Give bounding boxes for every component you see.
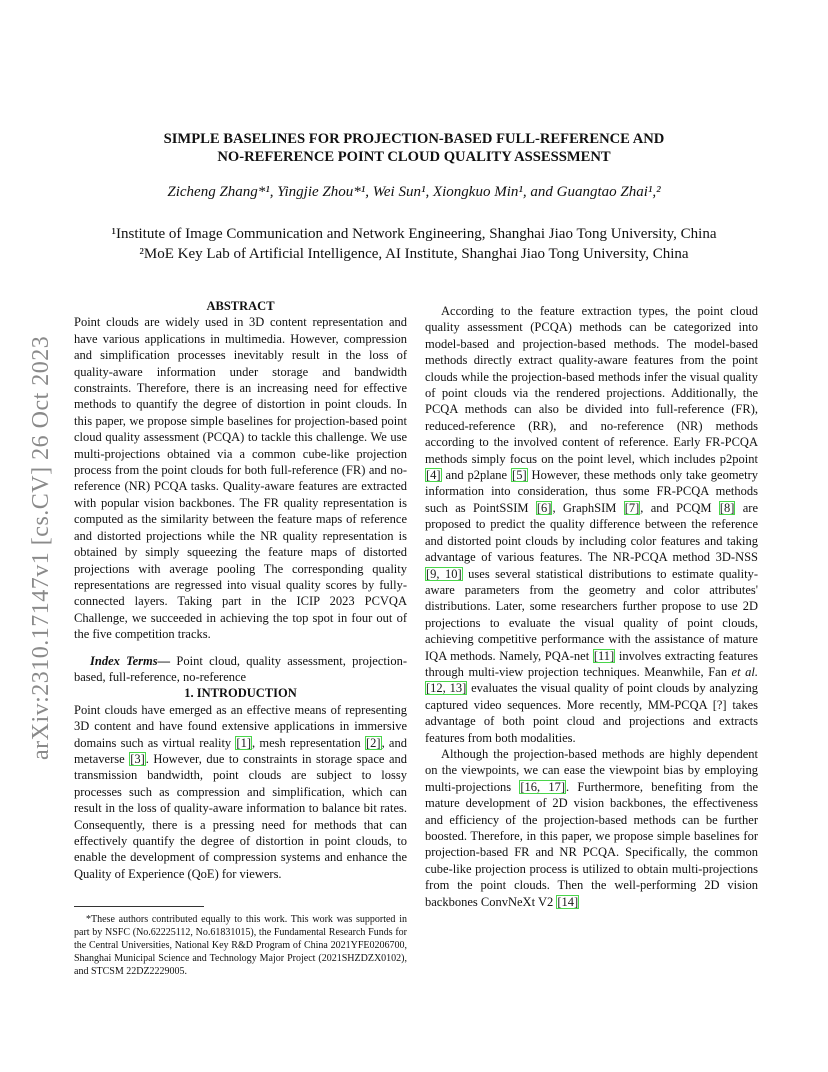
citation-link[interactable]: [3] — [130, 751, 145, 766]
arxiv-stamp — [24, 290, 54, 760]
citation-link[interactable]: [9, 10] — [426, 566, 462, 581]
citation-link[interactable]: [14] — [557, 894, 579, 909]
affiliation-1: ¹Institute of Image Communication and Network Engineering, Shanghai Jiao Tong University, China — [111, 226, 717, 242]
footnote-text: *These authors contributed equally to this work. This work was supported in part by NSFC (No.62225112, No.61831015), the Fundamental Research Funds for the Central Universities, National Key R&D Program of China 2021YFE0206700, Shanghai Municipal Science and Technology Major Project (2021SHZDZX0102), and STCSM 22DZ2229005. — [74, 914, 407, 977]
citation-link[interactable]: [5] — [512, 468, 527, 483]
abstract-text: Point clouds are widely used in 3D content representation and have various applications in multimedia. However, compression and simplification processes inevitably result in the loss of quality-aware information under storage and bandwidth constraints. Therefore, there is an increasing need for effective methods to quantify the degree of distortion in point clouds. In this paper, we propose simple baselines for projection-based point cloud quality assessment (PCQA) to tackle this challenge. We use multi-projections obtained via a common cube-like projection process from the point clouds for both full-reference (FR) and no-reference (NR) PCQA tasks. Quality-aware features are extracted with popular vision backbones. The FR quality representation is computed as the similarity between the feature maps of reference and distorted projections while the NR quality representation is obtained by simply squeezing the feature maps of distorted projections with average pooling The corresponding quality representations are regressed into visual quality scores by fully-connected layers. Taking part in the ICIP 2023 PCVQA Challenge, we succeeded in achieving the top spot in four out of the five competition tracks. — [74, 315, 407, 642]
arxiv-stamp-text: arXiv:2310.17147v1 [cs.CV] 26 Oct 2023 — [28, 335, 54, 760]
affiliations — [60, 224, 768, 264]
citation-link[interactable]: [6] — [536, 500, 552, 515]
citation-link[interactable]: [4] — [426, 468, 441, 483]
citation-link[interactable]: [7] — [624, 500, 640, 515]
citation-link[interactable]: [1] — [236, 735, 251, 750]
et-al: et al. — [731, 664, 758, 679]
intro-paragraph-2: According to the feature extraction types, the point cloud quality assessment (PCQA) methods can be categorized into model-based and projection-based methods. The model-based methods directly extract quality-aware features from the point clouds while the projection-based methods infer the visual quality of point clouds via the rendered projections. Additionally, the PCQA methods can also be divided into full-reference (FR), reduced-reference (RR), and no-reference (NR) methods according to the involved content of reference. Early FR-PCQA methods simply focus on the point level, which includes p2point [4] and p2plane [5] However, these methods only take geometry information into consideration, thus some FR-PCQA methods such as PointSSIM [6], GraphSIM [7], and PCQM [8] are proposed to predict the quality difference between the reference and distorted point clouds by including color features and taking advantage of various features. The NR-PCQA method 3D-NSS [9, 10] uses several statistical distributions to estimate quality-aware parameters from the geometry and color attributes' distributions. Later, some researchers further propose to use 2D projections to evaluate the visual quality of point clouds, achieving competitive performance with the assistance of mature IQA methods. Namely, PQA-net [11] involves extracting features through multi-view projection techniques. Meanwhile, Fan et al. [12, 13] evaluates the visual quality of point clouds by analyzing captured video sequences. More recently, MM-PCQA [?] takes advantage of both point cloud and projections and extracts features from both modalities. — [425, 304, 759, 745]
intro-heading: 1. INTRODUCTION — [184, 686, 297, 701]
footnote — [74, 906, 407, 978]
citation-link[interactable]: [11] — [593, 648, 615, 663]
footnote-rule — [74, 906, 204, 907]
index-terms-label: Index Terms— — [90, 653, 171, 668]
author-list: Zicheng Zhang*¹, Yingjie Zhou*¹, Wei Sun¹, Xiongkuo Min¹, and Guangtao Zhai¹,² — [167, 184, 661, 200]
title-line-2: NO-REFERENCE POINT CLOUD QUALITY ASSESSMENT — [217, 149, 611, 165]
title-line-1: SIMPLE BASELINES FOR PROJECTION-BASED FULL-REFERENCE AND — [163, 131, 665, 147]
index-terms-text: Point cloud, quality assessment, projection-based, full-reference, no-reference — [74, 653, 408, 684]
intro-paragraph-3: Although the projection-based methods are highly dependent on the viewpoints, we can ease the viewpoint bias by employing multi-projections [16, 17]. Furthermore, benefiting from the mature development of 2D vision backbones, the effectiveness and efficiency of the projection-based methods can be further boosted. Therefore, in this paper, we propose simple baselines for projection-based FR and NR PCQA. Specifically, the common cube-like projection process is utilized to obtain multi-projections from the point clouds. Then the well-performing 2D vision backbones ConvNeXt V2 [14] — [425, 746, 758, 909]
paper-title — [100, 130, 728, 166]
citation-link[interactable]: [8] — [719, 500, 735, 515]
citation-link[interactable]: [16, 17] — [520, 779, 566, 794]
index-terms — [74, 653, 407, 686]
citation-link[interactable]: [12, 13] — [426, 681, 467, 696]
affiliation-2: ²MoE Key Lab of Artificial Intelligence, AI Institute, Shanghai Jiao Tong University, China — [139, 246, 689, 262]
citation-link[interactable]: [2] — [366, 735, 381, 750]
left-column — [74, 298, 407, 882]
right-column — [425, 303, 758, 910]
intro-paragraph-1: Point clouds have emerged as an effective means of representing 3D content and have found extensive applications in immersive domains such as virtual reality [1], mesh representation [2], and metaverse [3]. However, due to constraints in storage space and transmission bandwidth, point clouds are subject to lossy processes such as compression and simplification, which can result in the loss of quality-aware information to balance bit rates. Consequently, there is a pressing need for methods that can effectively quantify the degree of distortion in point clouds, to enable the development of compression systems and enhance the Quality of Experience (QoE) for viewers. — [74, 702, 407, 881]
abstract-heading: ABSTRACT — [206, 299, 275, 313]
